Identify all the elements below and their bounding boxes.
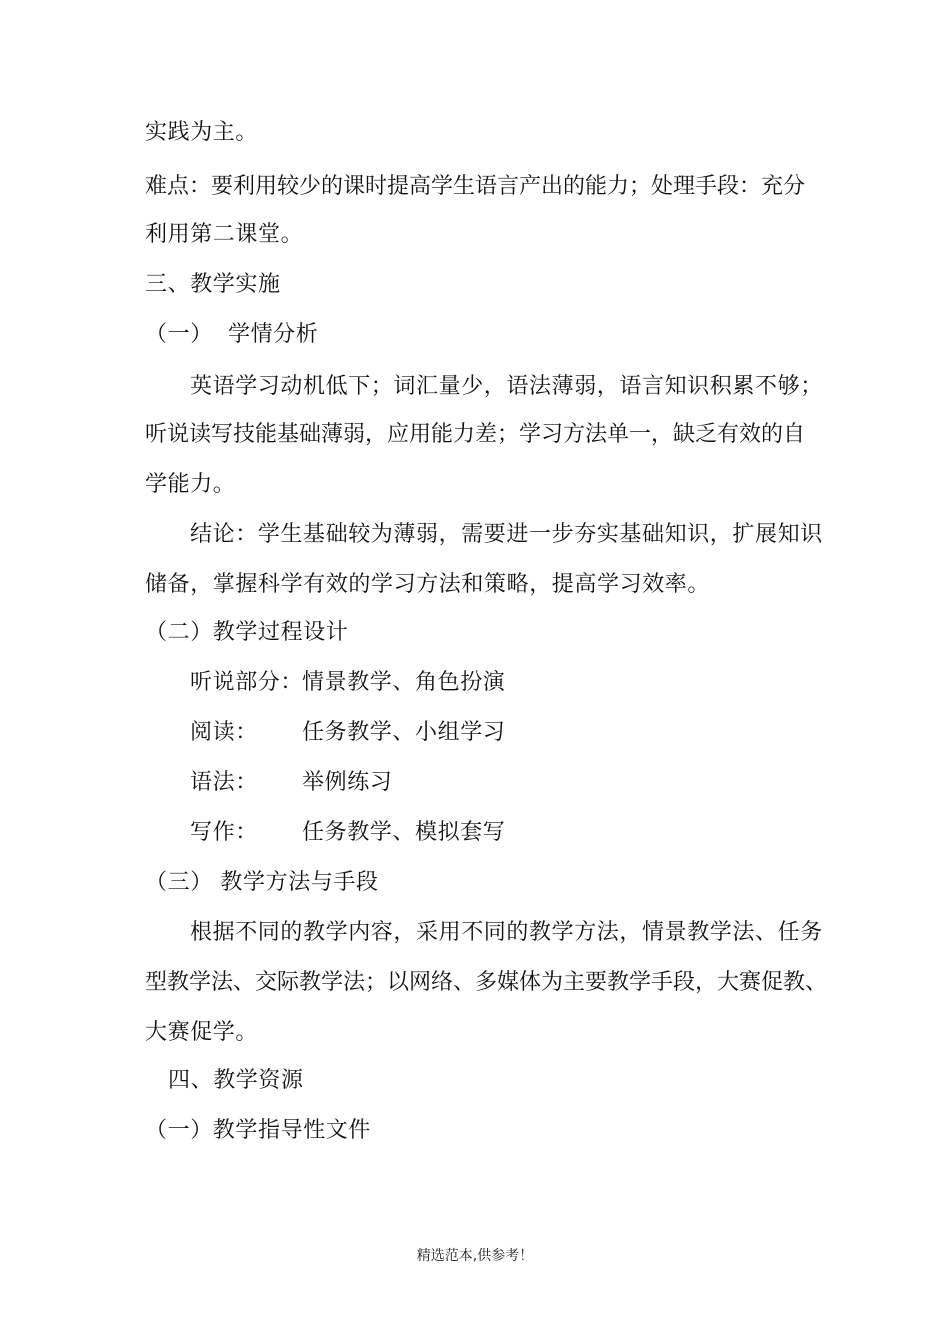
page-footer: 精选范本,供参考！ xyxy=(416,1248,534,1264)
process-value: 任务教学、小组学习 xyxy=(302,720,506,745)
text-line: 实践为主。 xyxy=(145,120,259,145)
text-line: 利用第二课堂。 xyxy=(145,222,304,247)
process-value: 举例练习 xyxy=(302,770,393,795)
subsection-heading: （一）教学指导性文件 xyxy=(145,1118,372,1143)
text-line: 储备，掌握科学有效的学习方法和策略，提高学习效率。 xyxy=(145,572,711,597)
text-line: 根据不同的教学内容，采用不同的教学方法，情景教学法、任务 xyxy=(190,920,823,945)
text-line: 结论：学生基础较为薄弱，需要进一步夯实基础知识，扩展知识 xyxy=(190,522,823,547)
text-line: 型教学法、交际教学法；以网络、多媒体为主要教学手段，大赛促教、 xyxy=(145,970,828,995)
process-label: 听说部分： xyxy=(190,670,304,695)
process-label: 语法： xyxy=(190,770,258,795)
text-line: 难点：要利用较少的课时提高学生语言产出的能力；处理手段：充分 xyxy=(145,174,806,199)
process-value: 情景教学、角色扮演 xyxy=(302,670,506,695)
text-line: 英语学习动机低下；词汇量少，语法薄弱，语言知识积累不够； xyxy=(190,374,823,399)
section-heading: 四、教学资源 xyxy=(168,1068,304,1093)
subsection-heading: （三） 教学方法与手段 xyxy=(145,870,379,895)
subsection-heading: （一） 学情分析 xyxy=(145,322,319,347)
subsection-heading: （二）教学过程设计 xyxy=(145,620,349,645)
process-label: 阅读： xyxy=(190,720,258,745)
process-label: 写作： xyxy=(190,820,258,845)
text-line: 学能力。 xyxy=(145,472,236,497)
text-line: 听说读写技能基础薄弱，应用能力差；学习方法单一，缺乏有效的自 xyxy=(145,422,806,447)
text-line: 大赛促学。 xyxy=(145,1020,259,1045)
process-value: 任务教学、模拟套写 xyxy=(302,820,506,845)
section-heading: 三、教学实施 xyxy=(145,272,281,297)
